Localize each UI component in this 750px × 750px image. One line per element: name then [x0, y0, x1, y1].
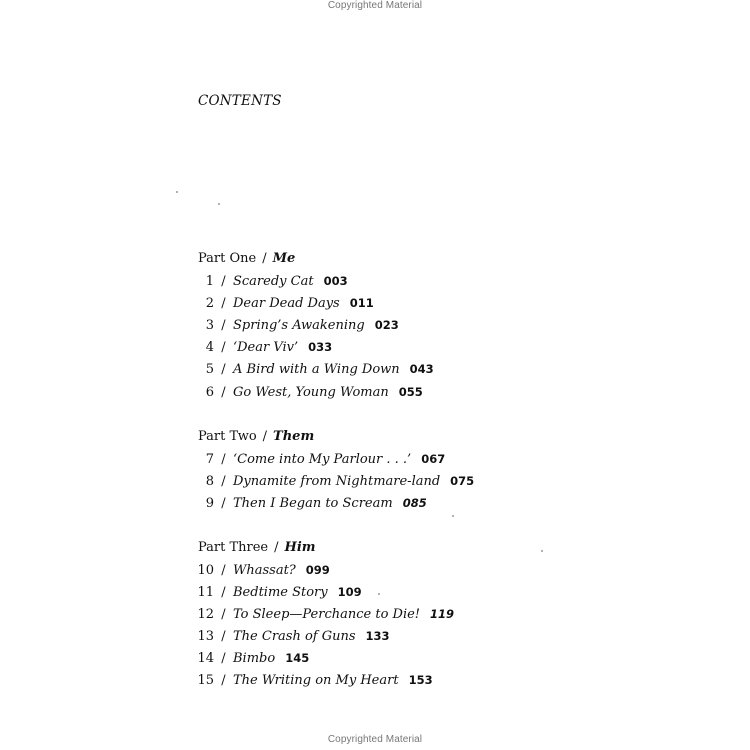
scan-speck [452, 515, 454, 517]
page-number: 153 [408, 673, 433, 687]
chapter-title: A Bird with a Wing Down [233, 362, 400, 377]
chapter-number: 15 [197, 673, 214, 688]
page-number: 133 [365, 629, 390, 643]
toc-entry-3 [196, 318, 399, 336]
chapter-number: 11 [197, 585, 214, 600]
entry-separator: / [221, 496, 226, 511]
part-separator: / [262, 251, 267, 266]
part-separator: / [274, 540, 279, 555]
part-heading-two [198, 429, 314, 444]
chapter-title: ‘Come into My Parlour . . .’ [233, 452, 412, 467]
chapter-number: 1 [205, 274, 214, 289]
chapter-number: 4 [205, 340, 214, 355]
chapter-number: 14 [197, 651, 214, 666]
toc-entry-8 [196, 474, 474, 492]
toc-entry-15 [196, 673, 433, 691]
page-number: 055 [398, 385, 423, 399]
entry-separator: / [221, 585, 226, 600]
part-heading-one [198, 251, 295, 266]
entry-separator: / [221, 340, 226, 355]
toc-entry-5 [196, 362, 434, 380]
chapter-title: Scaredy Cat [233, 274, 314, 289]
chapter-title: Bedtime Story [233, 585, 328, 600]
chapter-number: 13 [197, 629, 214, 644]
part-heading-three [198, 540, 316, 555]
entry-separator: / [221, 385, 226, 400]
part-subtitle: Him [284, 540, 316, 555]
scan-speck [218, 203, 220, 205]
chapter-number: 2 [205, 296, 214, 311]
chapter-title: Dear Dead Days [233, 296, 340, 311]
copyright-watermark-top: Copyrighted Material [327, 0, 423, 11]
chapter-title: To Sleep—Perchance to Die! [233, 607, 421, 622]
chapter-title: Then I Began to Scream [233, 496, 393, 511]
page-number: 075 [450, 474, 475, 488]
toc-entry-14 [196, 651, 309, 669]
chapter-number: 3 [205, 318, 214, 333]
entry-separator: / [221, 607, 226, 622]
chapter-number: 8 [205, 474, 214, 489]
toc-entry-4 [196, 340, 332, 358]
page-number: 145 [285, 651, 310, 665]
toc-entry-2 [196, 296, 374, 314]
chapter-number: 12 [197, 607, 214, 622]
entry-separator: / [221, 274, 226, 289]
chapter-title: Bimbo [233, 651, 276, 666]
part-separator: / [262, 429, 268, 444]
chapter-title: The Crash of Guns [233, 629, 356, 644]
entry-separator: / [221, 673, 226, 688]
part-subtitle: Me [272, 251, 296, 266]
chapter-title: Go West, Young Woman [233, 385, 389, 400]
toc-entry-6 [196, 385, 423, 403]
contents-heading: CONTENTS [198, 93, 282, 109]
toc-entry-11 [196, 585, 362, 603]
page-number: 011 [349, 296, 374, 310]
entry-separator: / [221, 318, 226, 333]
chapter-title: ‘Dear Viv’ [233, 340, 299, 355]
chapter-title: Spring’s Awakening [233, 318, 365, 333]
entry-separator: / [221, 474, 226, 489]
chapter-title: Dynamite from Nightmare-land [233, 474, 441, 489]
chapter-number: 10 [197, 563, 214, 578]
chapter-number: 9 [205, 496, 214, 511]
part-label: Part Two [198, 429, 257, 444]
chapter-number: 5 [205, 362, 214, 377]
part-label: Part Three [198, 540, 269, 555]
entry-separator: / [221, 629, 226, 644]
entry-separator: / [221, 452, 226, 467]
entry-separator: / [221, 296, 226, 311]
scan-speck [541, 550, 543, 552]
page-number: 043 [409, 362, 434, 376]
entry-separator: / [221, 362, 226, 377]
page-number: 023 [374, 318, 399, 332]
chapter-number: 6 [205, 385, 214, 400]
toc-entry-10 [196, 563, 330, 581]
copyright-watermark-bottom: Copyrighted Material [327, 734, 423, 745]
toc-entry-1 [196, 274, 348, 292]
entry-separator: / [221, 563, 226, 578]
page-number: 033 [308, 340, 333, 354]
part-label: Part One [198, 251, 257, 266]
chapter-title: Whassat? [233, 563, 296, 578]
page-number: 119 [430, 607, 455, 621]
entry-separator: / [221, 651, 226, 666]
chapter-title: The Writing on My Heart [233, 673, 399, 688]
scan-speck [378, 593, 380, 595]
page-number: 085 [402, 496, 427, 510]
part-subtitle: Them [273, 429, 315, 444]
page-number: 099 [305, 563, 330, 577]
toc-entry-12 [196, 607, 454, 625]
chapter-number: 7 [205, 452, 214, 467]
scan-speck [176, 191, 178, 193]
page-number: 003 [323, 274, 348, 288]
toc-entry-13 [196, 629, 390, 647]
page-number: 109 [337, 585, 362, 599]
page-number: 067 [421, 452, 446, 466]
toc-entry-9 [196, 496, 427, 514]
toc-entry-7 [196, 452, 445, 470]
